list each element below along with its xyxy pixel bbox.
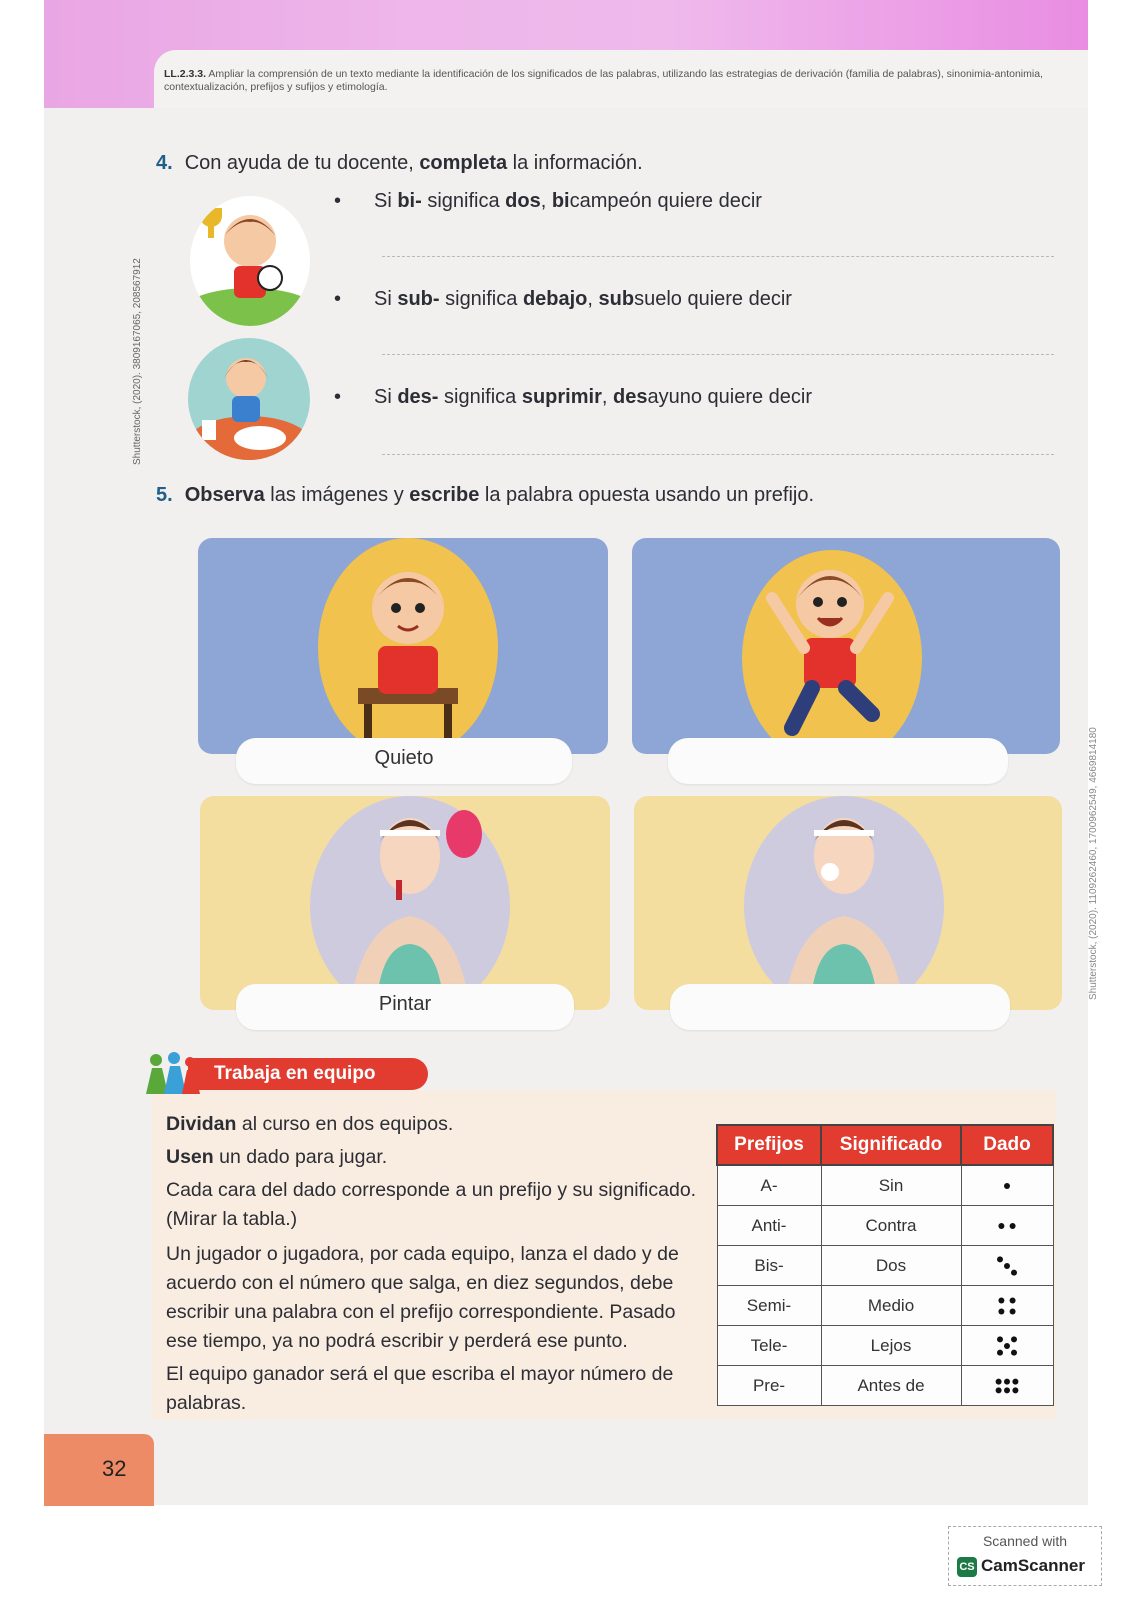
makeup-woman-picture [200, 796, 610, 1010]
answer-box-4[interactable] [670, 984, 1010, 1030]
dice-pips [989, 1373, 1025, 1399]
question-4-title: 4. Con ayuda de tu docente, completa la información. [156, 152, 643, 174]
dice-pip [1011, 1349, 1017, 1355]
dice-pip [1004, 1263, 1010, 1269]
question-number: 5. [156, 484, 173, 506]
table-row: Semi- Medio [717, 1286, 1053, 1326]
dice-face-icon [961, 1286, 1053, 1326]
answer-line-1[interactable] [382, 256, 1054, 257]
cleansing-woman-picture [634, 796, 1062, 1010]
table-row: Pre- Antes de [717, 1366, 1053, 1406]
dice-pip [996, 1378, 1002, 1384]
answer-box-pintar[interactable]: Pintar [236, 984, 574, 1030]
dice-pip [1010, 1308, 1016, 1314]
jumping-boy-picture [632, 538, 1060, 754]
team-instruction-3: Cada cara del dado corresponde a un prefijo y su significado. (Mirar la tabla.) [166, 1179, 697, 1230]
team-instruction-1: Dividan al curso en dos equipos. [166, 1113, 454, 1135]
answer-line-2[interactable] [382, 354, 1054, 355]
sitting-boy-picture [198, 538, 608, 754]
team-work-tag: Trabaja en equipo [188, 1058, 428, 1090]
dice-pip [1011, 1336, 1017, 1342]
answer-box-quieto[interactable]: Quieto [236, 738, 572, 784]
dice-pip [997, 1256, 1003, 1262]
dice-pips [989, 1333, 1025, 1359]
header-prefijos: Prefijos [717, 1125, 821, 1165]
table-row: Bis- Dos [717, 1246, 1053, 1286]
dice-pip [998, 1297, 1004, 1303]
table-row: Anti- Contra [717, 1206, 1053, 1246]
team-instruction-2: Usen un dado para jugar. [166, 1146, 388, 1168]
dice-pip [1004, 1387, 1010, 1393]
dice-pip [998, 1223, 1004, 1229]
dice-pip [996, 1387, 1002, 1393]
dice-pip [1010, 1297, 1016, 1303]
answer-box-2[interactable] [668, 738, 1008, 784]
curriculum-header [154, 50, 1088, 108]
dice-face-icon [961, 1206, 1053, 1246]
header-significado: Significado [821, 1125, 961, 1165]
page-number-tab [44, 1434, 154, 1506]
dice-face-icon [961, 1246, 1053, 1286]
page-number: 32 [102, 1456, 127, 1481]
dice-pip [998, 1308, 1004, 1314]
trophy-kid-image [190, 196, 310, 326]
header-dado: Dado [961, 1125, 1053, 1165]
question-number: 4. [156, 152, 173, 174]
table-header-row [717, 1125, 1053, 1165]
curriculum-text: Ampliar la comprensión de un texto mediante la identificación de los significados de las palabras, utilizando las estrategias de derivación (familia de palabras), sinonimia-antonimia, contextualización, prefijos y sufijos y etimología. [164, 68, 1043, 93]
question-5-title: 5. Observa las imágenes y escribe la palabra opuesta usando un prefijo. [156, 484, 815, 506]
table-row: A- Sin [717, 1165, 1053, 1206]
dice-pip [997, 1349, 1003, 1355]
dice-pip [1004, 1343, 1010, 1349]
image-credit-right: Shutterstock, (2020). 1109262460, 1700962549, 4669814180 [1088, 727, 1099, 1000]
dice-pips [989, 1213, 1025, 1239]
dice-face-icon [961, 1326, 1053, 1366]
breakfast-girl-image [188, 338, 310, 460]
dice-pip [1010, 1223, 1016, 1229]
curriculum-code: LL.2.3.3. [164, 68, 207, 80]
dice-pip [1012, 1387, 1018, 1393]
dice-pip [1004, 1378, 1010, 1384]
dice-pips [989, 1173, 1025, 1199]
table-row: Tele- Lejos [717, 1326, 1053, 1366]
dice-pip [1011, 1269, 1017, 1275]
dice-face-icon [961, 1165, 1053, 1206]
team-instruction-4: Un jugador o jugadora, por cada equipo, lanza el dado y de acuerdo con el número que salga, en diez segundos, debe escribir una palabra con el prefijo correspondiente. Pasado ese tiempo, ya no podrá escribir y perderá ese punto. [166, 1243, 679, 1352]
dice-pip [1004, 1183, 1010, 1189]
dice-pips [989, 1293, 1025, 1319]
image-credit-left: Shutterstock, (2020). 3809167065, 208567912 [132, 258, 143, 465]
team-instruction-5: El equipo ganador será el que escriba el mayor número de palabras. [166, 1363, 674, 1414]
camscanner-watermark: Scanned with CS CamScanner [948, 1526, 1102, 1586]
dice-pips [989, 1253, 1025, 1279]
camscanner-logo-icon: CS [957, 1557, 977, 1577]
dice-pip [997, 1336, 1003, 1342]
answer-line-3[interactable] [382, 454, 1054, 455]
prefix-table [716, 1124, 1054, 1406]
dice-face-icon [961, 1366, 1053, 1406]
dice-pip [1012, 1378, 1018, 1384]
